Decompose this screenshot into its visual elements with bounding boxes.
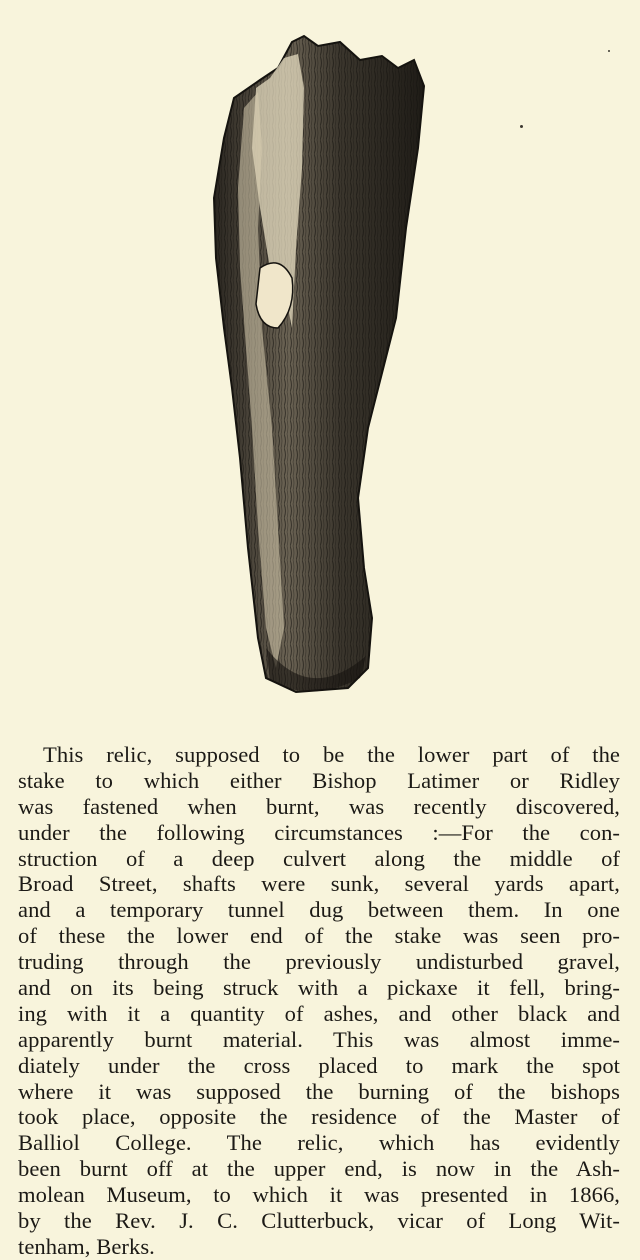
caption-line: Balliol College. The relic, which has evidently <box>18 1130 620 1156</box>
caption-line: took place, opposite the residence of the Master of <box>18 1104 620 1130</box>
caption-line: This relic, supposed to be the lower part of the <box>43 742 620 767</box>
caption-line: ing with it a quantity of ashes, and other black and <box>18 1000 620 1026</box>
caption-line: struction of a deep culvert along the middle of <box>18 845 620 871</box>
caption-line: tenham, Berks. <box>18 1233 155 1259</box>
caption-line: stake to which either Bishop Latimer or Ridley <box>18 767 620 793</box>
caption-line: under the following circumstances :—For the con- <box>18 819 620 845</box>
caption-line: diately under the cross placed to mark the spot <box>18 1052 620 1078</box>
caption-line: and a temporary tunnel dug between them. In one <box>18 897 620 923</box>
paper-speck <box>520 125 523 128</box>
caption-paragraph <box>18 742 620 1260</box>
stake-engraving <box>200 28 440 698</box>
caption-line: and on its being struck with a pickaxe it fell, bring- <box>18 975 620 1001</box>
caption-line: by the Rev. J. C. Clutterbuck, vicar of Long Wit- <box>18 1208 620 1234</box>
caption-line: was fastened when burnt, was recently discovered, <box>18 793 620 819</box>
caption-line: of these the lower end of the stake was seen pro- <box>18 923 620 949</box>
caption-line: been burnt off at the upper end, is now in the Ash- <box>18 1156 620 1182</box>
caption-line: truding through the previously undisturbed gravel, <box>18 949 620 975</box>
caption-line: where it was supposed the burning of the bishops <box>18 1078 620 1104</box>
paper-speck <box>608 50 610 52</box>
stake-illustration <box>200 28 440 698</box>
caption-line: Broad Street, shafts were sunk, several yards apart, <box>18 871 620 897</box>
caption-line: molean Museum, to which it was presented in 1866, <box>18 1182 620 1208</box>
caption-line: apparently burnt material. This was almost imme- <box>18 1026 620 1052</box>
